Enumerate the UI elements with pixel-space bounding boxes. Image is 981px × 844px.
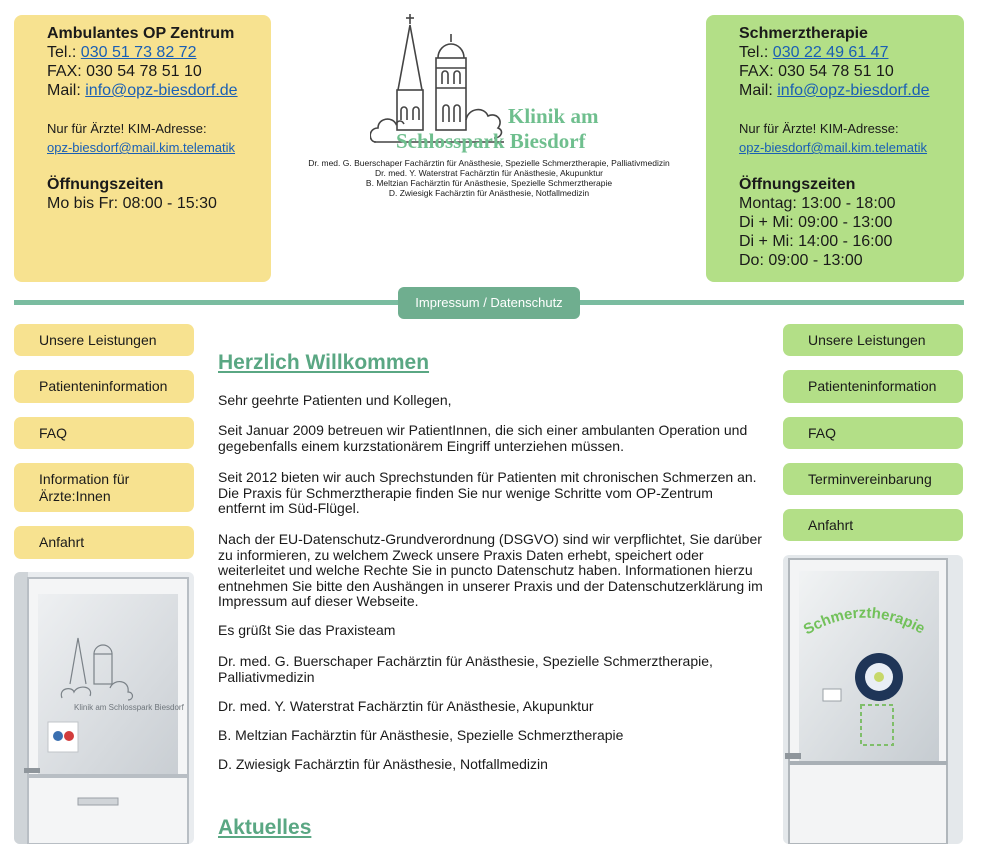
email-link[interactable]: info@opz-biesdorf.de (85, 82, 238, 99)
nav-terminvereinbarung[interactable]: Terminvereinbarung (783, 463, 963, 495)
kim-link[interactable]: opz-biesdorf@mail.kim.telematik (47, 140, 236, 155)
fax-text: FAX: 030 54 78 51 10 (739, 63, 894, 80)
contact-box-op-zentrum (14, 15, 271, 282)
kim-link[interactable]: opz-biesdorf@mail.kim.telematik (739, 140, 928, 155)
paragraph-intro: Seit Januar 2009 betreuen wir PatientInnen, die sich einer ambulanten Operation und gegebenfalls einem kurzstationärem Eingriff unterziehen müssen. (218, 422, 748, 454)
logo-doctor-line: Dr. med. Y. Waterstrat Fachärztin für Anästhesie, Akupunktur (374, 168, 604, 178)
door-sign-schmerztherapie: Schmerztherapie (800, 604, 928, 639)
paragraph-greeting: Sehr geehrte Patienten und Kollegen, (218, 392, 452, 408)
kim-label: Nur für Ärzte! KIM-Adresse: (739, 121, 899, 136)
door-photo-schmerztherapie (783, 555, 963, 844)
logo-doctor-line: D. Zwiesigk Fachärztin für Anästhesie, Notfallmedizin (388, 188, 590, 198)
impressum-tab[interactable]: Impressum / Datenschutz (398, 287, 580, 319)
tel-label: Tel.: (47, 44, 77, 61)
nav-patienteninformation[interactable]: Patienteninformation (783, 370, 963, 403)
mail-label: Mail: (47, 82, 81, 99)
logo-line-1: Klinik am (508, 104, 599, 128)
hours-line: Di + Mi: 14:00 - 16:00 (739, 233, 893, 250)
door-sign-text: Klinik am Schlosspark Biesdorf (74, 703, 184, 712)
paragraph-doctor: Dr. med. G. Buerschaper Fachärztin für Anästhesie, Spezielle Schmerztherapie, Palliativmedizin (218, 653, 713, 685)
box-title: Schmerztherapie (739, 25, 868, 42)
kim-label: Nur für Ärzte! KIM-Adresse: (47, 121, 207, 136)
paragraph-team: Es grüßt Sie das Praxisteam (218, 622, 396, 638)
nav-patienteninformation[interactable]: Patienteninformation (14, 370, 194, 403)
nav-anfahrt[interactable]: Anfahrt (14, 526, 194, 559)
logo-doctor-list (286, 158, 692, 198)
paragraph-doctor: D. Zwiesigk Fachärztin für Anästhesie, Notfallmedizin (218, 756, 548, 772)
email-link[interactable]: info@opz-biesdorf.de (777, 82, 930, 99)
nav-anfahrt[interactable]: Anfahrt (783, 509, 963, 541)
nav-unsere-leistungen[interactable]: Unsere Leistungen (783, 324, 963, 356)
logo-doctor-line: Dr. med. G. Buerschaper Fachärztin für Anästhesie, Spezielle Schmerztherapie, Palliativmedizin (308, 158, 670, 168)
hours-line: Mo bis Fr: 08:00 - 15:30 (47, 195, 217, 212)
main-content (218, 350, 763, 839)
nav-faq[interactable]: FAQ (783, 417, 963, 449)
paragraph-doctor: Dr. med. Y. Waterstrat Fachärztin für Anästhesie, Akupunktur (218, 698, 594, 714)
fax-text: FAX: 030 54 78 51 10 (47, 63, 202, 80)
paragraph-schmerz: Seit 2012 bieten wir auch Sprechstunden für Patienten mit chronischen Schmerzen an. Die Praxis für Schmerztherapie finden Sie nur wenige Schritte vom OP-Zentrum entfernt im Süd-Flügel. (218, 469, 757, 516)
paragraph-doctor: B. Meltzian Fachärztin für Anästhesie, Spezielle Schmerztherapie (218, 727, 624, 743)
hours-line: Montag: 13:00 - 18:00 (739, 195, 896, 212)
welcome-heading: Herzlich Willkommen (218, 351, 430, 374)
box-title: Ambulantes OP Zentrum (47, 25, 235, 42)
mail-label: Mail: (739, 82, 773, 99)
contact-box-schmerztherapie (706, 15, 964, 282)
nav-information-aerzte[interactable]: Information für Ärzte:Innen (14, 463, 194, 512)
door-photo-op-zentrum (14, 572, 194, 844)
phone-link[interactable]: 030 51 73 82 72 (80, 44, 197, 61)
hours-title: Öffnungszeiten (739, 176, 856, 193)
tel-label: Tel.: (739, 44, 769, 61)
nav-unsere-leistungen[interactable]: Unsere Leistungen (14, 324, 194, 356)
svg-text:Schmerztherapie (801, 605, 928, 639)
hours-title: Öffnungszeiten (47, 176, 164, 193)
logo-doctor-line: B. Meltzian Fachärztin für Anästhesie, Spezielle Schmerztherapie (365, 178, 613, 188)
clinic-logo[interactable] (286, 12, 692, 207)
news-heading: Aktuelles (218, 816, 312, 839)
paragraph-dsgvo: Nach der EU-Datenschutz-Grundverordnung (DSGVO) sind wir verpflichtet, Sie darüber zu informieren, zu welchem Zweck unsere Praxis Daten erhebt, speichert oder weiterleitet und welche Rechte Sie in puncto Datenschutz haben. Informationen hierzu entnehmen Sie bitte den Aushängen in unserer Praxis und der Datenschutzerklärung im Impressum auf dieser Webseite. (218, 531, 763, 609)
nav-faq[interactable]: FAQ (14, 417, 194, 449)
hours-line: Di + Mi: 09:00 - 13:00 (739, 214, 893, 231)
logo-line-2: Schlosspark Biesdorf (396, 129, 586, 153)
hours-line: Do: 09:00 - 13:00 (739, 252, 863, 269)
phone-link[interactable]: 030 22 49 61 47 (772, 44, 889, 61)
